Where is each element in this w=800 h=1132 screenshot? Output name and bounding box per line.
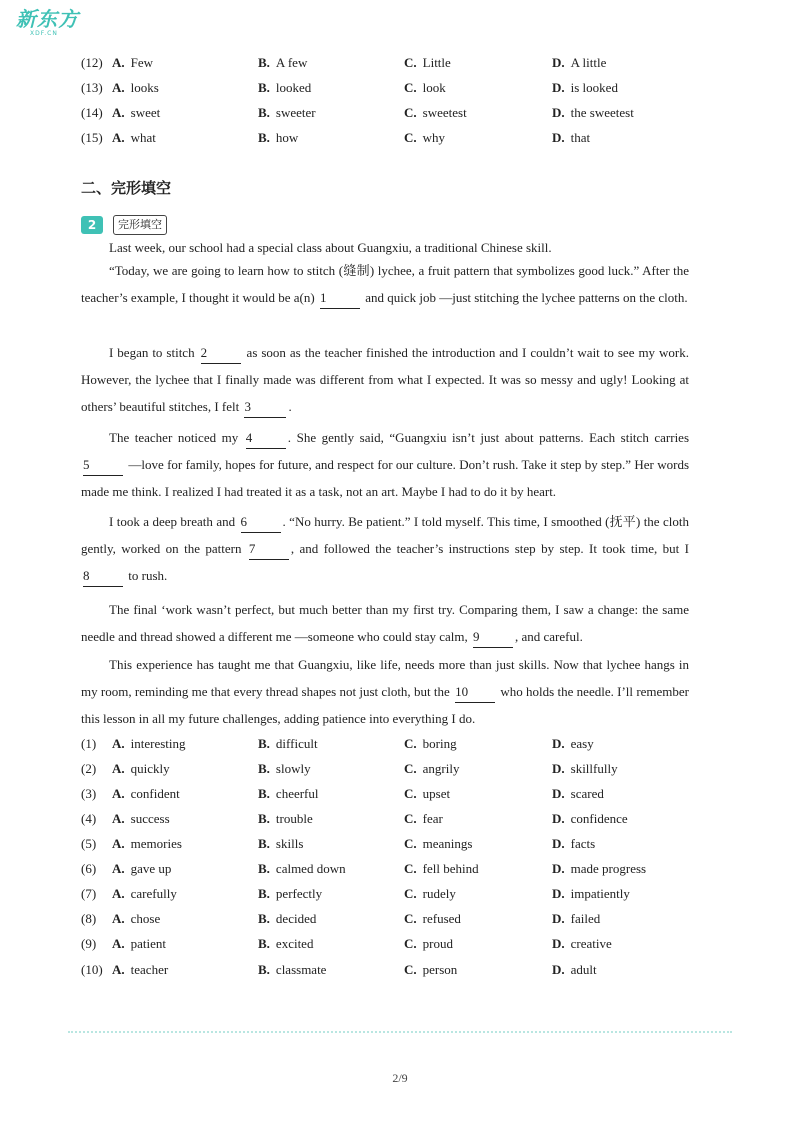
option-letter: D. xyxy=(552,80,565,95)
blank-3[interactable]: 3 xyxy=(244,397,286,418)
option-d: D. scared xyxy=(552,786,604,801)
option-c: C. proud xyxy=(404,936,453,951)
blank-9[interactable]: 9 xyxy=(473,627,513,648)
option-letter: C. xyxy=(404,80,417,95)
option-letter: B. xyxy=(258,811,270,826)
option-b: B. how xyxy=(258,130,299,145)
option-number: (3) xyxy=(81,786,97,801)
option-letter: C. xyxy=(404,105,417,120)
option-letter: D. xyxy=(552,861,565,876)
blank-7[interactable]: 7 xyxy=(249,539,289,560)
option-number: (1) xyxy=(81,736,97,751)
option-letter: A. xyxy=(112,936,125,951)
option-row xyxy=(81,861,721,881)
option-d: D. impatiently xyxy=(552,886,630,901)
option-c: C. fear xyxy=(404,811,443,826)
passage-paragraph: Last week, our school had a special class about Guangxiu, a traditional Chinese skill. xyxy=(109,240,552,255)
option-letter: B. xyxy=(258,105,270,120)
option-number: (9) xyxy=(81,936,97,951)
option-letter: C. xyxy=(404,861,417,876)
option-row xyxy=(81,836,721,856)
option-letter: D. xyxy=(552,786,565,801)
option-letter: C. xyxy=(404,936,417,951)
blank-5[interactable]: 5 xyxy=(83,455,123,476)
option-c: C. upset xyxy=(404,786,451,801)
logo-subtext: XDF.CN xyxy=(30,30,58,37)
blank-2[interactable]: 2 xyxy=(201,343,241,364)
option-letter: B. xyxy=(258,736,270,751)
option-a: A. chose xyxy=(112,911,161,926)
question-number-badge: 2 xyxy=(81,216,103,234)
option-b: B. A few xyxy=(258,55,308,70)
option-letter: C. xyxy=(404,55,417,70)
option-a: A. quickly xyxy=(112,761,170,776)
option-d: D. the sweetest xyxy=(552,105,634,120)
option-letter: B. xyxy=(258,786,270,801)
option-d: D. adult xyxy=(552,962,597,977)
option-letter: A. xyxy=(112,55,125,70)
option-b: B. looked xyxy=(258,80,312,95)
option-d: D. that xyxy=(552,130,591,145)
option-number: (4) xyxy=(81,811,97,826)
option-letter: A. xyxy=(112,962,125,977)
option-row xyxy=(81,911,721,931)
option-letter: C. xyxy=(404,130,417,145)
option-row xyxy=(81,962,721,982)
option-letter: A. xyxy=(112,761,125,776)
option-c: C. meanings xyxy=(404,836,473,851)
option-c: C. look xyxy=(404,80,446,95)
option-number: (5) xyxy=(81,836,97,851)
blank-10[interactable]: 10 xyxy=(455,682,495,703)
option-a: A. patient xyxy=(112,936,167,951)
option-letter: D. xyxy=(552,811,565,826)
option-b: B. slowly xyxy=(258,761,311,776)
option-letter: C. xyxy=(404,811,417,826)
passage-paragraph: The teacher noticed my 4 . She gently said, “Guangxiu isn’t just about patterns. Each stitch carries 5 —love for family, hopes for future, and respect for our culture. Don’t rush. Take it step by step.” Her words made me think. I realized I had treated it as a task, not an art. Maybe I had to do it by heart. xyxy=(81,430,690,499)
option-a: A. gave up xyxy=(112,861,172,876)
option-letter: D. xyxy=(552,761,565,776)
brand-logo xyxy=(16,8,86,42)
option-letter: A. xyxy=(112,836,125,851)
option-b: B. cheerful xyxy=(258,786,319,801)
option-letter: A. xyxy=(112,786,125,801)
option-letter: A. xyxy=(112,736,125,751)
question-type-tag: 完形填空 xyxy=(113,215,167,235)
passage-paragraph: I took a deep breath and 6 . “No hurry. Be patient.” I told myself. This time, I smoothed (抚平) the cloth gently, worked on the pattern 7 , and followed the teacher’s instructions step by step. It took time, but I 8 to rush. xyxy=(81,508,689,589)
option-d: D. confidence xyxy=(552,811,628,826)
option-c: C. person xyxy=(404,962,458,977)
option-letter: C. xyxy=(404,911,417,926)
option-row xyxy=(81,55,721,75)
option-number: (13) xyxy=(81,80,103,95)
option-d: D. failed xyxy=(552,911,601,926)
option-b: B. decided xyxy=(258,911,317,926)
option-row xyxy=(81,936,721,956)
passage-paragraph: This experience has taught me that Guangxiu, like life, needs more than just skills. Now that lychee hangs in my room, reminding me that every thread shapes not just cloth, but the 10 who holds the needle. I’ll remember this lesson in all my future challenges, adding patience into everything I do. xyxy=(81,657,690,726)
option-letter: A. xyxy=(112,911,125,926)
option-letter: D. xyxy=(552,836,565,851)
option-d: D. is looked xyxy=(552,80,618,95)
option-letter: D. xyxy=(552,55,565,70)
passage-paragraph: “Today, we are going to learn how to stitch (缝制) lychee, a fruit pattern that symbolizes good luck.” After the teacher’s example, I thought it would be a(n) 1 and quick job —just stitching the lychee patterns on the cloth. xyxy=(81,257,689,311)
option-a: A. sweet xyxy=(112,105,161,120)
option-c: C. angrily xyxy=(404,761,460,776)
option-a: A. interesting xyxy=(112,736,186,751)
option-letter: B. xyxy=(258,55,270,70)
section-title: 二、完形填空 xyxy=(81,179,172,197)
logo-text: 新东方 xyxy=(16,7,79,31)
option-c: C. refused xyxy=(404,911,461,926)
option-b: B. skills xyxy=(258,836,304,851)
page-number: 2/9 xyxy=(392,1071,408,1085)
option-a: A. what xyxy=(112,130,156,145)
option-letter: B. xyxy=(258,936,270,951)
option-number: (10) xyxy=(81,962,103,977)
option-letter: A. xyxy=(112,886,125,901)
option-b: B. perfectly xyxy=(258,886,323,901)
option-a: A. teacher xyxy=(112,962,169,977)
option-letter: B. xyxy=(258,886,270,901)
passage-paragraph: I began to stitch 2 as soon as the teacher finished the introduction and I couldn’t wait to see my work. However, the lychee that I finally made was different from what I expected. It was so messy and ugly! Looking at others’ beautiful stitches, I felt 3 . xyxy=(81,339,689,420)
option-row xyxy=(81,736,721,756)
option-a: A. memories xyxy=(112,836,182,851)
option-c: C. Little xyxy=(404,55,451,70)
blank-4[interactable]: 4 xyxy=(246,428,286,449)
option-c: C. sweetest xyxy=(404,105,467,120)
option-row xyxy=(81,105,721,125)
option-number: (6) xyxy=(81,861,97,876)
option-letter: D. xyxy=(552,911,565,926)
option-a: A. confident xyxy=(112,786,180,801)
option-d: D. A little xyxy=(552,55,607,70)
option-row xyxy=(81,80,721,100)
option-row xyxy=(81,786,721,806)
option-letter: B. xyxy=(258,861,270,876)
blank-8[interactable]: 8 xyxy=(83,566,123,587)
option-letter: D. xyxy=(552,886,565,901)
option-b: B. calmed down xyxy=(258,861,346,876)
option-letter: C. xyxy=(404,836,417,851)
option-b: B. sweeter xyxy=(258,105,316,120)
option-letter: C. xyxy=(404,761,417,776)
option-number: (12) xyxy=(81,55,103,70)
option-c: C. fell behind xyxy=(404,861,479,876)
option-letter: C. xyxy=(404,962,417,977)
option-letter: B. xyxy=(258,911,270,926)
option-number: (14) xyxy=(81,105,103,120)
option-letter: B. xyxy=(258,836,270,851)
option-letter: B. xyxy=(258,80,270,95)
option-b: B. trouble xyxy=(258,811,313,826)
option-number: (15) xyxy=(81,130,103,145)
footer-divider xyxy=(68,1031,732,1033)
option-d: D. facts xyxy=(552,836,596,851)
option-letter: A. xyxy=(112,130,125,145)
option-letter: D. xyxy=(552,736,565,751)
option-c: C. why xyxy=(404,130,446,145)
option-row xyxy=(81,761,721,781)
option-d: D. skillfully xyxy=(552,761,618,776)
option-number: (2) xyxy=(81,761,97,776)
option-c: C. boring xyxy=(404,736,457,751)
option-number: (7) xyxy=(81,886,97,901)
option-letter: D. xyxy=(552,105,565,120)
option-letter: B. xyxy=(258,761,270,776)
option-letter: B. xyxy=(258,130,270,145)
option-a: A. success xyxy=(112,811,170,826)
option-letter: C. xyxy=(404,886,417,901)
option-b: B. difficult xyxy=(258,736,318,751)
option-c: C. rudely xyxy=(404,886,456,901)
option-letter: B. xyxy=(258,962,270,977)
option-d: D. creative xyxy=(552,936,612,951)
passage-paragraph: The final ‘work wasn’t perfect, but much better than my first try. Comparing them, I saw a change: the same needle and thread showed a different me —someone who could stay calm, 9 , and careful. xyxy=(81,596,689,650)
option-row xyxy=(81,886,721,906)
option-letter: D. xyxy=(552,962,565,977)
blank-6[interactable]: 6 xyxy=(241,512,281,533)
option-b: B. excited xyxy=(258,936,314,951)
option-letter: A. xyxy=(112,80,125,95)
option-letter: C. xyxy=(404,786,417,801)
option-b: B. classmate xyxy=(258,962,327,977)
option-d: D. made progress xyxy=(552,861,647,876)
option-number: (8) xyxy=(81,911,97,926)
option-a: A. carefully xyxy=(112,886,177,901)
option-letter: A. xyxy=(112,861,125,876)
option-row xyxy=(81,811,721,831)
option-a: A. looks xyxy=(112,80,159,95)
blank-1[interactable]: 1 xyxy=(320,288,360,309)
option-d: D. easy xyxy=(552,736,594,751)
option-row xyxy=(81,130,721,150)
option-letter: C. xyxy=(404,736,417,751)
option-letter: A. xyxy=(112,811,125,826)
option-letter: A. xyxy=(112,105,125,120)
option-letter: D. xyxy=(552,936,565,951)
option-letter: D. xyxy=(552,130,565,145)
option-a: A. Few xyxy=(112,55,154,70)
